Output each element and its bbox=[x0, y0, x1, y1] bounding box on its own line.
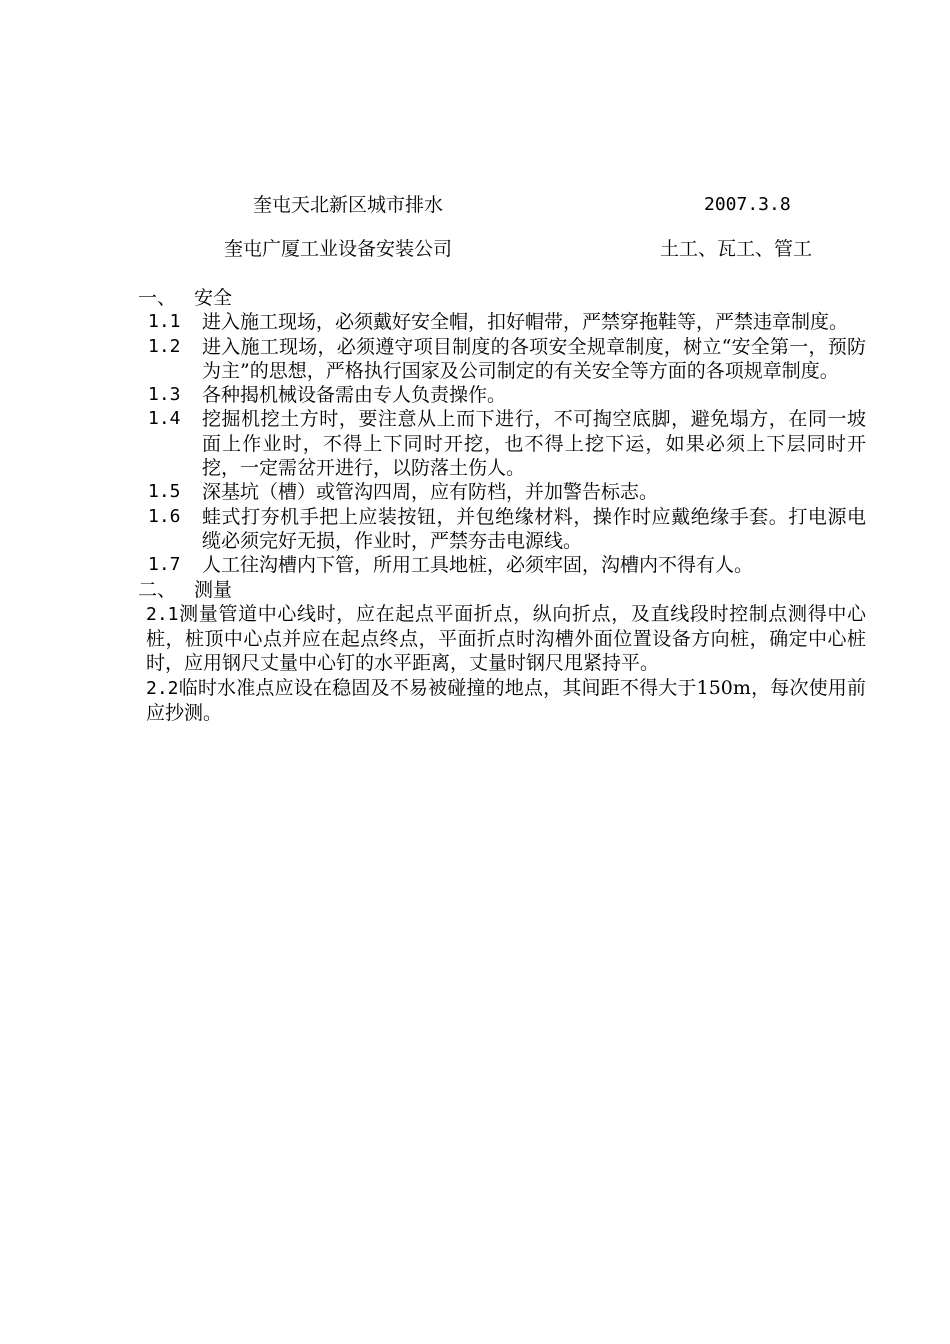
item-text: 深基坑（槽）或管沟四周，应有防档，并加警告标志。 bbox=[202, 481, 659, 504]
document-body bbox=[138, 286, 866, 725]
item-number: 1.3 bbox=[148, 384, 181, 406]
section-number: 一、 bbox=[138, 287, 177, 309]
item-text: 进入施工现场，必须遵守项目制度的各项安全规章制度，树立“安全第一，预防为主”的思想，严格执行国家及公司制定的有关安全等方面的各项规章制度。 bbox=[202, 335, 866, 382]
item-number: 1.4 bbox=[148, 408, 181, 430]
paragraph bbox=[138, 602, 866, 676]
item-text: 蛙式打夯机手把上应装按钮，并包绝缘材料，操作时应戴绝缘手套。打电源电缆必须完好无损，作业时，严禁夯击电源线。 bbox=[202, 505, 866, 552]
item-number: 1.1 bbox=[148, 311, 181, 333]
section-heading-safety bbox=[138, 286, 866, 310]
paragraph-number: 2.2 bbox=[146, 677, 179, 699]
item-text: 人工往沟槽内下管，所用工具地桩，必须牢固，沟槽内不得有人。 bbox=[202, 554, 754, 577]
section-number: 二、 bbox=[138, 578, 177, 601]
item-text: 进入施工现场，必须戴好安全帽，扣好帽带，严禁穿拖鞋等，严禁违章制度。 bbox=[202, 311, 849, 334]
section-title: 测量 bbox=[194, 578, 233, 601]
list-item bbox=[138, 553, 866, 577]
item-text: 挖掘机挖土方时，要注意从上而下进行，不可掏空底脚，避免塌方，在同一坡面上作业时，不得上下同时开挖，也不得上挖下运，如果必须上下层同时开挖，一定需岔开进行，以防落土伤人。 bbox=[202, 408, 866, 480]
list-item bbox=[138, 480, 866, 504]
list-item bbox=[138, 407, 866, 480]
section-heading-survey bbox=[138, 578, 866, 602]
item-number: 1.5 bbox=[148, 481, 181, 503]
list-item bbox=[138, 335, 866, 384]
trade-list: 土工、瓦工、管工 bbox=[660, 238, 813, 260]
section-title: 安全 bbox=[194, 287, 233, 309]
list-item bbox=[138, 383, 866, 407]
list-item bbox=[138, 310, 866, 334]
paragraph-text: 临时水准点应设在稳固及不易被碰撞的地点，其间距不得大于150m，每次使用前应抄测。 bbox=[146, 676, 866, 725]
list-item bbox=[138, 505, 866, 554]
paragraph bbox=[138, 676, 866, 726]
document-date: 2007.3.8 bbox=[704, 194, 791, 215]
item-number: 1.2 bbox=[148, 335, 181, 357]
item-text: 各种揭机械设备需由专人负责操作。 bbox=[202, 384, 507, 407]
paragraph-number: 2.1 bbox=[146, 603, 179, 625]
company-name: 奎屯广厦工业设备安装公司 bbox=[224, 238, 453, 260]
item-number: 1.6 bbox=[148, 505, 181, 527]
item-number: 1.7 bbox=[148, 554, 181, 576]
project-name: 奎屯天北新区城市排水 bbox=[253, 194, 444, 216]
paragraph-text: 测量管道中心线时，应在起点平面折点，纵向折点，及直线段时控制点测得中心桩，桩顶中心点并应在起点终点，平面折点时沟槽外面位置设备方向桩，确定中心桩时，应用钢尺丈量中心钉的水平距离，丈量时钢尺甩紧持平。 bbox=[146, 602, 866, 675]
